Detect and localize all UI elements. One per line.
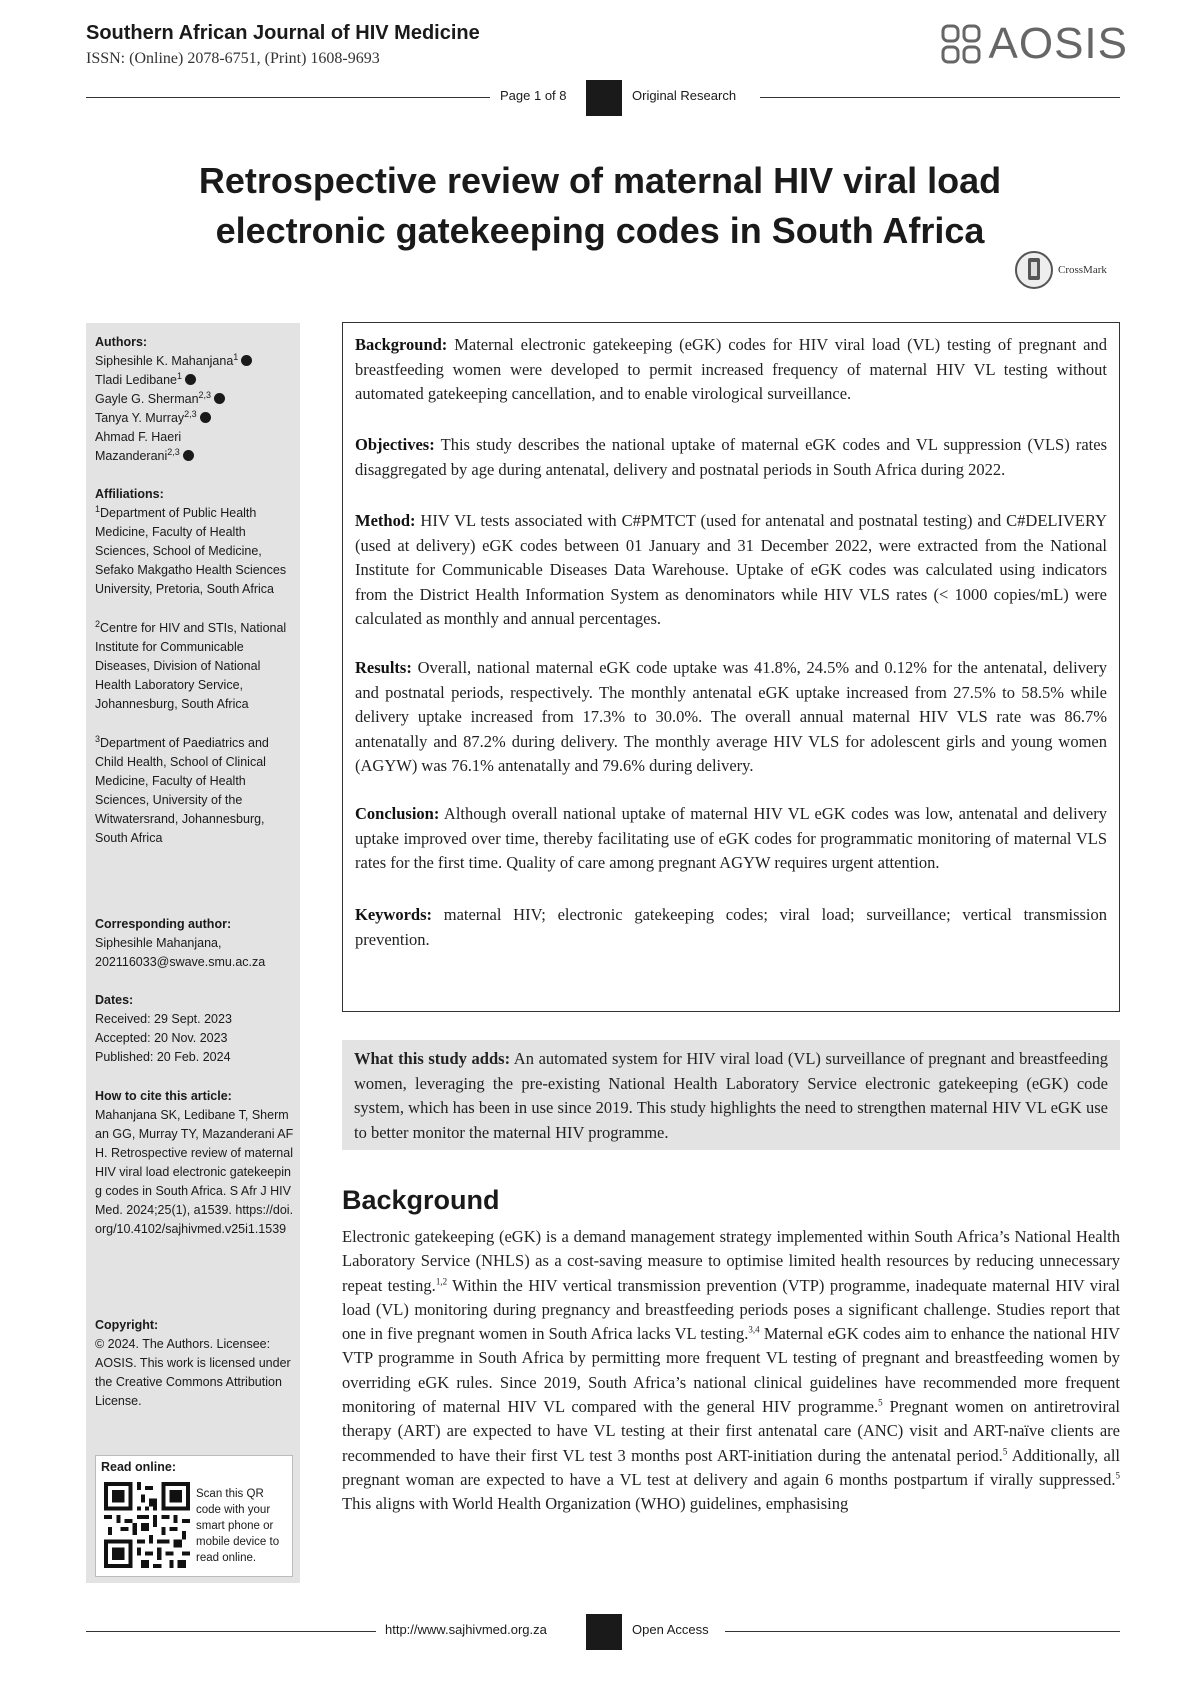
citation-ref[interactable]: 5	[1115, 1470, 1120, 1481]
citation-text[interactable]: Mahanjana SK, Ledibane T, Sherman GG, Murray TY, Mazanderani AFH. Retrospective review of maternal HIV viral load electronic gatekeeping codes in South Africa. S Afr J HIV Med. 2024;25(1), a1539. https://doi.org/10.4102/sajhivmed.v25i1.1539	[95, 1108, 294, 1236]
qr-instructions: Scan this QR code with your smart phone or mobile device to read online.	[196, 1488, 280, 1564]
journal-title: Southern African Journal of HIV Medicine	[86, 22, 480, 44]
author[interactable]: Ahmad F. Haeri	[95, 430, 182, 444]
citation-block	[95, 1087, 295, 1239]
orcid-icon[interactable]	[183, 450, 194, 461]
authors-label: Authors:	[95, 335, 148, 349]
orcid-icon[interactable]	[200, 412, 211, 423]
section-heading-background: Background	[342, 1185, 500, 1215]
author[interactable]: Tladi Ledibane$^1$	[95, 371, 295, 390]
publisher-logo[interactable]	[939, 19, 1129, 68]
orcid-icon[interactable]	[214, 393, 225, 404]
aosis-logo-icon	[939, 22, 983, 66]
citation-ref[interactable]: 5	[1002, 1446, 1008, 1457]
crossmark-label: CrossMark	[1058, 264, 1107, 276]
read-online-label: Read online:	[101, 1460, 177, 1474]
study-adds-box	[342, 1040, 1120, 1150]
article-title: Retrospective review of maternal HIV viral load electronic gatekeeping codes in South Africa	[198, 160, 1002, 251]
affiliation: $^1$Department of Public Health Medicine, Faculty of Health Sciences, School of Medicine, Sefako Makgatho Health Sciences University, Pretoria, South Africa	[95, 503, 287, 596]
publisher-name: AOSIS	[988, 19, 1128, 68]
dates-block	[95, 991, 295, 1067]
affiliation: $^2$Centre for HIV and STIs, National Institute for Communicable Diseases, Division of National Health Laboratory Service, Johannesburg, South Africa	[95, 618, 287, 711]
authors-block	[95, 333, 295, 466]
qr-code-icon[interactable]	[104, 1482, 190, 1568]
footer-rule-right	[725, 1631, 1120, 1632]
background-paragraph: Electronic gatekeeping (eGK) is a demand management strategy implemented within South Africa’s National Health Laboratory Service (NHLS) as a cost-saving measure to optimise limited health resources by reducing unnecessary repeat testing.$^{1,2}$ Within the HIV vertical transmission prevention (VTP) programme, inadequate maternal HIV viral load (VL) monitoring during pregnancy and breastfeeding periods poses a significant challenge. Studies report that one in five pregnant women in South Africa lacks VL testing.$^{3,4}$ Maternal eGK codes aim to enhance the national HIV VTP programme in South Africa by permitting more frequent VL testing of pregnant and breastfeeding women by overriding eGK rules. Since 2019, South Africa’s national clinical guidelines have recommended more frequent monitoring of maternal HIV VL compared with the general HIV programme.$^5$ Pregnant women on antiretroviral therapy (ART) are expected to have VL testing at their first antenatal care (ANC) visit and ART-naïve clients are recommended to have their first VL test 3 months post ART-initiation during the antenatal period.$^5$ Additionally, all pregnant woman are expected to have a VL test at delivery and again 6 months postpartum if virally suppressed.$^5$ This aligns with World Health Organization (WHO) guidelines, emphasising	[342, 1227, 1120, 1514]
published-date: Published: 20 Feb. 2024	[95, 1050, 231, 1064]
footer-divider-block	[586, 1614, 622, 1650]
read-online-box	[95, 1455, 293, 1577]
study-adds-text: What this study adds: An automated system for HIV viral load (VL) surveillance of pregnant and breastfeeding women, leveraging the pre-existing National Health Laboratory Service electronic gatekeeping (eGK) code system, which has been in use since 2019. This study highlights the need to strengthen maternal HIV VL eGK use to better monitor the maternal HIV programme.	[354, 1049, 1108, 1142]
author[interactable]: Gayle G. Sherman$^{2,3}$	[95, 390, 295, 409]
citation-ref[interactable]: 5	[878, 1397, 883, 1408]
open-access-label: Open Access	[632, 1622, 709, 1637]
corresponding-name: Siphesihle Mahanjana,	[95, 936, 222, 950]
copyright-label: Copyright:	[95, 1318, 159, 1332]
author[interactable]: Mazanderani$^{2,3}$	[95, 447, 295, 466]
issn: ISSN: (Online) 2078-6751, (Print) 1608-9693	[86, 50, 380, 67]
abstract-keywords: Keywords: maternal HIV; electronic gatekeeping codes; viral load; surveillance; vertical transmission prevention.	[355, 905, 1107, 949]
orcid-icon[interactable]	[241, 355, 252, 366]
header-divider-block	[586, 80, 622, 116]
crossmark-icon	[1014, 250, 1054, 290]
affiliation: $^3$Department of Paediatrics and Child Health, School of Clinical Medicine, Faculty of Health Sciences, University of the Witwatersrand, Johannesburg, South Africa	[95, 733, 269, 845]
cite-label: How to cite this article:	[95, 1089, 232, 1103]
abstract-method: Method: HIV VL tests associated with C#PMTCT (used for antenatal and postnatal testing) and C#DELIVERY (used at delivery) eGK codes between 01 January and 31 December 2022, were extracted from the National Institute for Communicable Diseases Data Warehouse. Uptake of eGK codes was calculated using indicators from the District Health Information System as denominators while HIV VLS rates (< 1000 copies/mL) were calculated as monthly and annual percentages.	[355, 511, 1107, 628]
footer-rule-left	[86, 1631, 376, 1632]
author[interactable]: Tanya Y. Murray$^{2,3}$	[95, 409, 295, 428]
orcid-icon[interactable]	[185, 374, 196, 385]
crossmark-badge[interactable]	[1014, 250, 1107, 290]
abstract-conclusion: Conclusion: Although overall national uptake of maternal HIV VL eGK codes was low, antenatal and delivery uptake improved over time, thereby facilitating use of eGK codes for programmatic monitoring of maternal VLS rates for the first time. Quality of care among pregnant AGYW requires urgent attention.	[355, 804, 1107, 872]
copyright-text: © 2024. The Authors. Licensee: AOSIS. This work is licensed under the Creative Commons Attribution License.	[95, 1337, 291, 1408]
corresponding-email[interactable]: 202116033@swave.smu.ac.za	[95, 955, 266, 969]
corresponding-label: Corresponding author:	[95, 917, 232, 931]
corresponding-block	[95, 915, 295, 972]
header-rule-right	[760, 97, 1120, 98]
citation-ref[interactable]: 1,2	[435, 1276, 448, 1287]
abstract-background: Background: Maternal electronic gatekeeping (eGK) codes for HIV viral load (VL) testing of pregnant and breastfeeding women were developed to permit increased frequency of maternal HIV VL testing without automated gatekeeping cancellation, and to enable virological surveillance.	[355, 335, 1107, 403]
abstract-results: Results: Overall, national maternal eGK code uptake was 41.8%, 24.5% and 0.12% for the antenatal, delivery and postnatal periods, respectively. The monthly antenatal eGK uptake increased from 27.5% to 58.5% while delivery uptake increased from 17.3% to 30.0%. The overall annual maternal HIV VLS rate was 86.7% antenatally and 87.2% during delivery. The monthly average HIV VLS for adolescent girls and young women (AGYW) was 76.1% antenatally and 79.6% during delivery.	[355, 658, 1108, 775]
article-type: Original Research	[632, 88, 737, 103]
abstract-objectives: Objectives: This study describes the national uptake of maternal eGK codes and VL suppression (VLS) rates disaggregated by age during antenatal, delivery and postnatal periods in South Africa during 2022.	[355, 435, 1107, 479]
page-number: Page 1 of 8	[500, 88, 567, 103]
received-date: Received: 29 Sept. 2023	[95, 1012, 232, 1026]
author[interactable]: Siphesihle K. Mahanjana$^1$	[95, 352, 295, 371]
sidebar	[86, 323, 300, 1583]
abstract-box	[342, 322, 1120, 1012]
journal-url[interactable]: http://www.sajhivmed.org.za	[385, 1622, 547, 1637]
dates-label: Dates:	[95, 993, 134, 1007]
copyright-block	[95, 1316, 295, 1411]
citation-ref[interactable]: 3,4	[748, 1324, 760, 1335]
affiliations-label: Affiliations:	[95, 487, 164, 501]
affiliations-block	[95, 485, 295, 848]
accepted-date: Accepted: 20 Nov. 2023	[95, 1031, 228, 1045]
header-rule-left	[86, 97, 490, 98]
